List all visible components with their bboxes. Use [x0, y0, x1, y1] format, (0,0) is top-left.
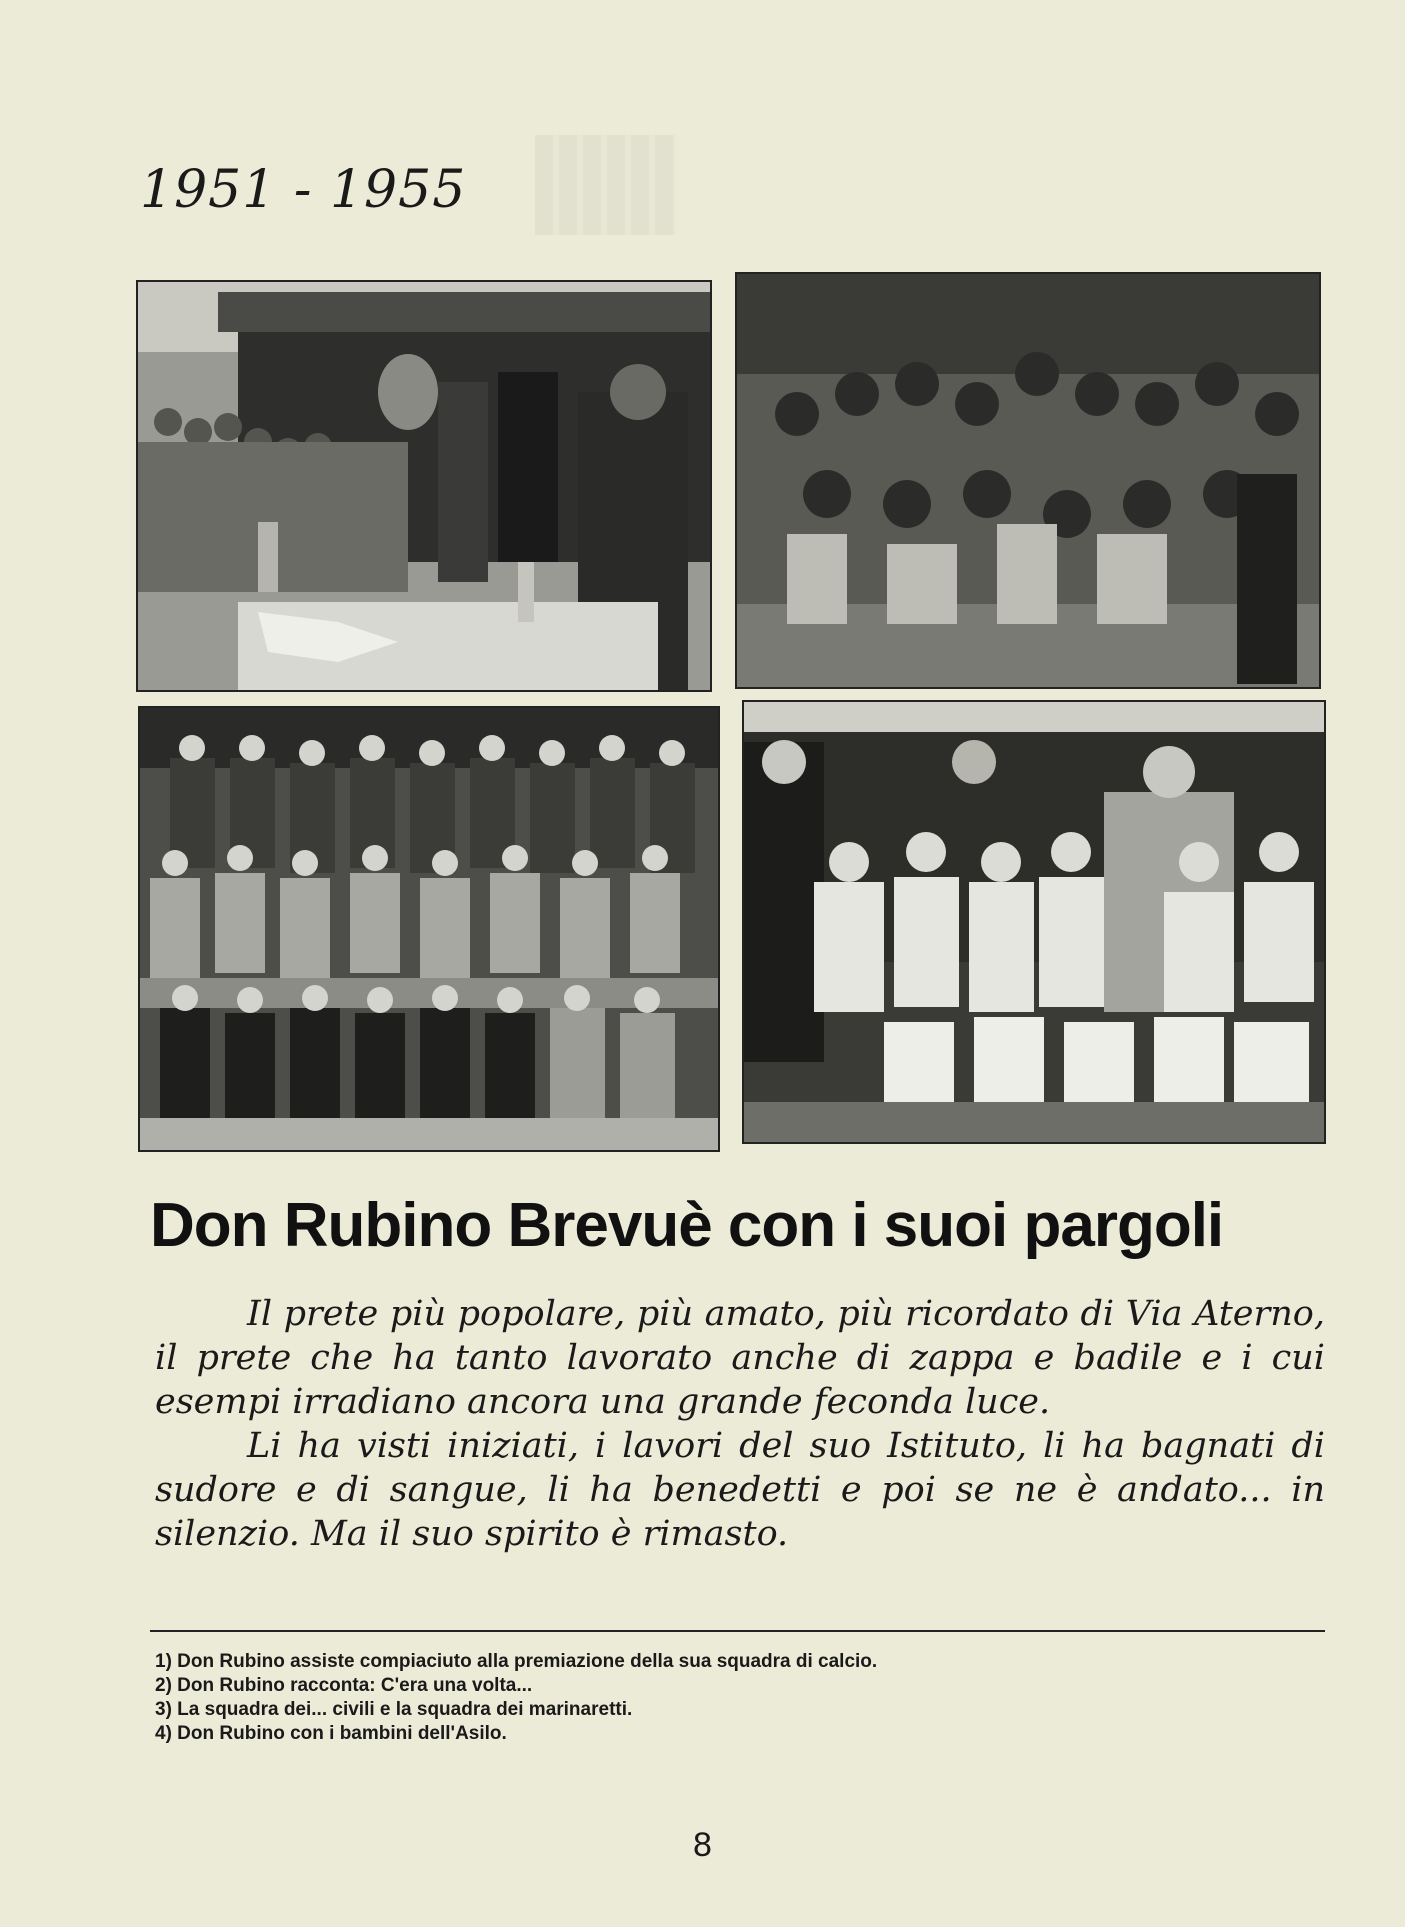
bleed-through-mark	[535, 135, 675, 235]
photo-kindergarten-children	[742, 700, 1326, 1144]
caption-item: 4) Don Rubino con i bambini dell'Asilo.	[155, 1723, 507, 1744]
caption-item: 1) Don Rubino assiste compiaciuto alla premiazione della sua squadra di calcio.	[155, 1651, 878, 1672]
caption-item: 2) Don Rubino racconta: C'era una volta...	[155, 1675, 533, 1696]
article-paragraph: Il prete più popolare, più amato, più ricordato di Via Aterno, il prete che ha tanto lavorato anche di zappa e badile e i cui esempi irradiano ancora una grande feconda luce.	[155, 1294, 1325, 1422]
article-headline: Don Rubino Brevuè con i suoi pargoli	[150, 1191, 1224, 1260]
caption-divider	[150, 1630, 1325, 1632]
years-heading: 1951 - 1955	[140, 160, 467, 220]
photo-storytelling-group	[735, 272, 1321, 689]
photo-award-ceremony	[136, 280, 712, 692]
article-body	[155, 1292, 1325, 1556]
caption-item: 3) La squadra dei... civili e la squadra dei marinaretti.	[155, 1699, 633, 1720]
page-number: 8	[693, 1826, 712, 1864]
photo-team-group	[138, 706, 720, 1152]
photo-captions	[155, 1650, 1335, 1746]
article-paragraph: Li ha visti iniziati, i lavori del suo Istituto, li ha bagnati di sudore e di sangue, li ha benedetti e poi se ne è andato... in silenzio. Ma il suo spirito è rimasto.	[155, 1426, 1325, 1554]
